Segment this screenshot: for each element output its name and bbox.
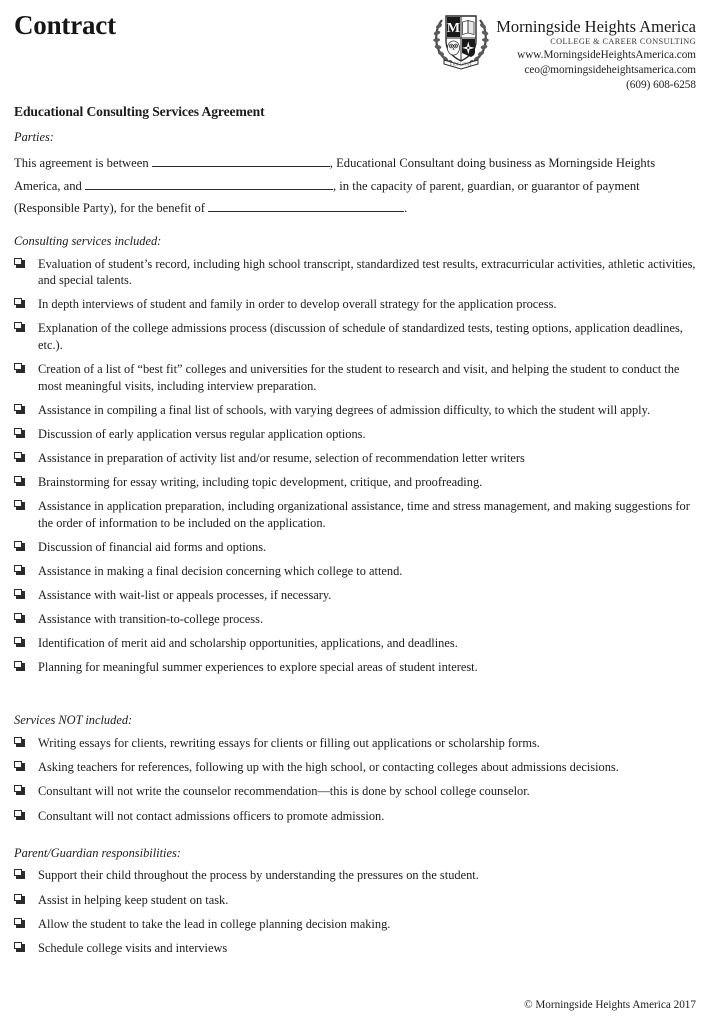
- list-item-label: Assistance in making a final decision concerning which college to attend.: [38, 563, 403, 578]
- list-item[interactable]: [14, 892, 698, 909]
- not-included-services-list: [14, 735, 698, 824]
- list-item[interactable]: [14, 783, 698, 800]
- checkbox-icon[interactable]: [14, 785, 25, 795]
- list-item[interactable]: [14, 402, 698, 419]
- checkbox-icon[interactable]: [14, 258, 25, 268]
- checkbox-icon[interactable]: [14, 869, 25, 879]
- brand-name: Morningside Heights America: [496, 17, 696, 36]
- svg-text:M: M: [447, 21, 461, 36]
- checkbox-icon[interactable]: [14, 589, 25, 599]
- brand-text-block: [496, 8, 696, 93]
- agreement-title: Educational Consulting Services Agreement: [14, 104, 265, 119]
- list-item[interactable]: [14, 735, 698, 752]
- checkbox-icon[interactable]: [14, 942, 25, 952]
- checkbox-icon[interactable]: [14, 918, 25, 928]
- list-item[interactable]: [14, 659, 698, 676]
- shield-crest-laurel-logo: [432, 8, 490, 70]
- list-item-label: Brainstorming for essay writing, including topic development, critique, and proofreading.: [38, 475, 483, 489]
- parties-text: [14, 152, 698, 220]
- list-item[interactable]: [14, 587, 698, 604]
- not-included-services-label: Services NOT included:: [14, 713, 133, 728]
- list-item[interactable]: [14, 759, 698, 776]
- list-item[interactable]: [14, 426, 698, 443]
- list-item[interactable]: [14, 916, 698, 933]
- list-item-label: Asking teachers for references, following up with the high school, or contacting colleges about admissions decisions.: [38, 760, 619, 775]
- checkbox-icon[interactable]: [14, 737, 25, 747]
- list-item-label: Schedule college visits and interviews: [38, 940, 228, 955]
- included-services-list: [14, 256, 698, 676]
- page-header: [14, 8, 696, 98]
- checkbox-icon[interactable]: [14, 541, 25, 551]
- checkbox-icon[interactable]: [14, 565, 25, 575]
- list-item-label: Identification of merit aid and scholarship opportunities, applications, and deadlines.: [38, 636, 458, 651]
- checkbox-icon[interactable]: [14, 761, 25, 771]
- list-item-label: Creation of a list of “best fit” colleges and universities for the student to research and visit, and helping the student to conduct the most meaningful visits, including interview preparation.: [38, 362, 680, 393]
- list-item[interactable]: [14, 867, 698, 884]
- list-item[interactable]: [14, 635, 698, 652]
- page-title: Contract: [14, 10, 116, 40]
- parties-text-part-1: This agreement is between: [14, 156, 152, 171]
- list-item[interactable]: [14, 474, 698, 491]
- list-item[interactable]: [14, 320, 698, 353]
- list-item[interactable]: [14, 563, 698, 580]
- checkbox-icon[interactable]: [14, 298, 25, 308]
- parties-text-part-2: , Educational Consultant doing business as Morningside Heights America, and: [14, 156, 656, 193]
- list-item-label: Support their child throughout the process by understanding the pressures on the student.: [38, 868, 479, 883]
- list-item[interactable]: [14, 296, 698, 313]
- list-item-label: Discussion of early application versus regular application options.: [38, 426, 366, 441]
- checkbox-icon[interactable]: [14, 500, 25, 510]
- brand-email[interactable]: ceo@morningsideheightsamerica.com: [524, 64, 696, 77]
- footer-copyright: © Morningside Heights America 2017: [524, 999, 696, 1011]
- responsibilities-label: Parent/Guardian responsibilities:: [14, 845, 181, 860]
- brand-block: [276, 8, 696, 93]
- checkbox-icon[interactable]: [14, 452, 25, 462]
- svg-text:FIDELITAS: FIDELITAS: [450, 62, 472, 67]
- list-item-label: Allow the student to take the lead in college planning decision making.: [38, 916, 391, 931]
- list-item-label: Assistance in preparation of activity list and/or resume, selection of recommendation letter writers: [38, 450, 525, 465]
- list-item-label: Evaluation of student’s record, including high school transcript, standardized test results, extracurricular activities, athletic activities, and special talents.: [38, 256, 696, 288]
- checkbox-icon[interactable]: [14, 661, 25, 671]
- section-spacer: [14, 683, 698, 713]
- section-spacer: [14, 832, 698, 846]
- checkbox-icon[interactable]: [14, 894, 25, 904]
- list-item-label: Discussion of financial aid forms and options.: [38, 539, 267, 554]
- list-item-label: Writing essays for clients, rewriting essays for clients or filling out applications or scholarship forms.: [38, 736, 540, 751]
- consultant-name-blank[interactable]: [152, 155, 330, 168]
- list-item-label: Assistance with transition-to-college process.: [38, 612, 264, 627]
- included-services-label: Consulting services included:: [14, 233, 162, 248]
- checkbox-icon[interactable]: [14, 476, 25, 486]
- list-item-label: Planning for meaningful summer experiences to explore special areas of student interest.: [38, 660, 478, 675]
- list-item[interactable]: [14, 808, 698, 825]
- responsibilities-list: [14, 867, 698, 956]
- list-item-label: Assistance with wait-list or appeals processes, if necessary.: [38, 587, 332, 602]
- checkbox-icon[interactable]: [14, 810, 25, 820]
- list-item[interactable]: [14, 361, 698, 394]
- list-item[interactable]: [14, 450, 698, 467]
- list-item[interactable]: [14, 611, 698, 628]
- checkbox-icon[interactable]: [14, 637, 25, 647]
- list-item-label: Consultant will not write the counselor recommendation—this is done by school college counselor.: [38, 784, 530, 799]
- brand-tagline: COLLEGE & CAREER CONSULTING: [550, 37, 696, 47]
- list-item-label: Assistance in application preparation, including organizational assistance, time and stress management, and making suggestions for the order of information to be included on the application.: [38, 499, 690, 530]
- list-item[interactable]: [14, 940, 698, 957]
- list-item[interactable]: [14, 539, 698, 556]
- checkbox-icon[interactable]: [14, 322, 25, 332]
- parties-label: Parties:: [14, 130, 54, 145]
- list-item[interactable]: [14, 256, 698, 289]
- list-item-label: Assist in helping keep student on task.: [38, 892, 229, 907]
- checkbox-icon[interactable]: [14, 428, 25, 438]
- list-item-label: Assistance in compiling a final list of schools, with varying degrees of admission difficulty, to which the student will apply.: [38, 402, 651, 417]
- student-beneficiary-blank[interactable]: [208, 200, 404, 213]
- list-item-label: Consultant will not contact admissions officers to promote admission.: [38, 808, 385, 823]
- checkbox-icon[interactable]: [14, 363, 25, 373]
- responsible-party-blank[interactable]: [85, 177, 333, 190]
- contract-body: [14, 104, 698, 964]
- list-item-label: Explanation of the college admissions process (discussion of schedule of standardized tests, testing options, application deadlines, etc.).: [38, 321, 683, 352]
- brand-website[interactable]: www.MorningsideHeightsAmerica.com: [517, 49, 696, 62]
- list-item-label: In depth interviews of student and family in order to develop overall strategy for the application process.: [38, 297, 557, 312]
- checkbox-icon[interactable]: [14, 613, 25, 623]
- parties-text-part-3: , in the capacity of parent, guardian, or guarantor of payment (Responsible Party), for the benefit of: [14, 178, 640, 216]
- checkbox-icon[interactable]: [14, 404, 25, 414]
- list-item[interactable]: [14, 498, 698, 531]
- parties-text-part-4: .: [404, 201, 408, 216]
- brand-phone: (609) 608-6258: [626, 78, 696, 91]
- parties-paragraph: [14, 152, 698, 220]
